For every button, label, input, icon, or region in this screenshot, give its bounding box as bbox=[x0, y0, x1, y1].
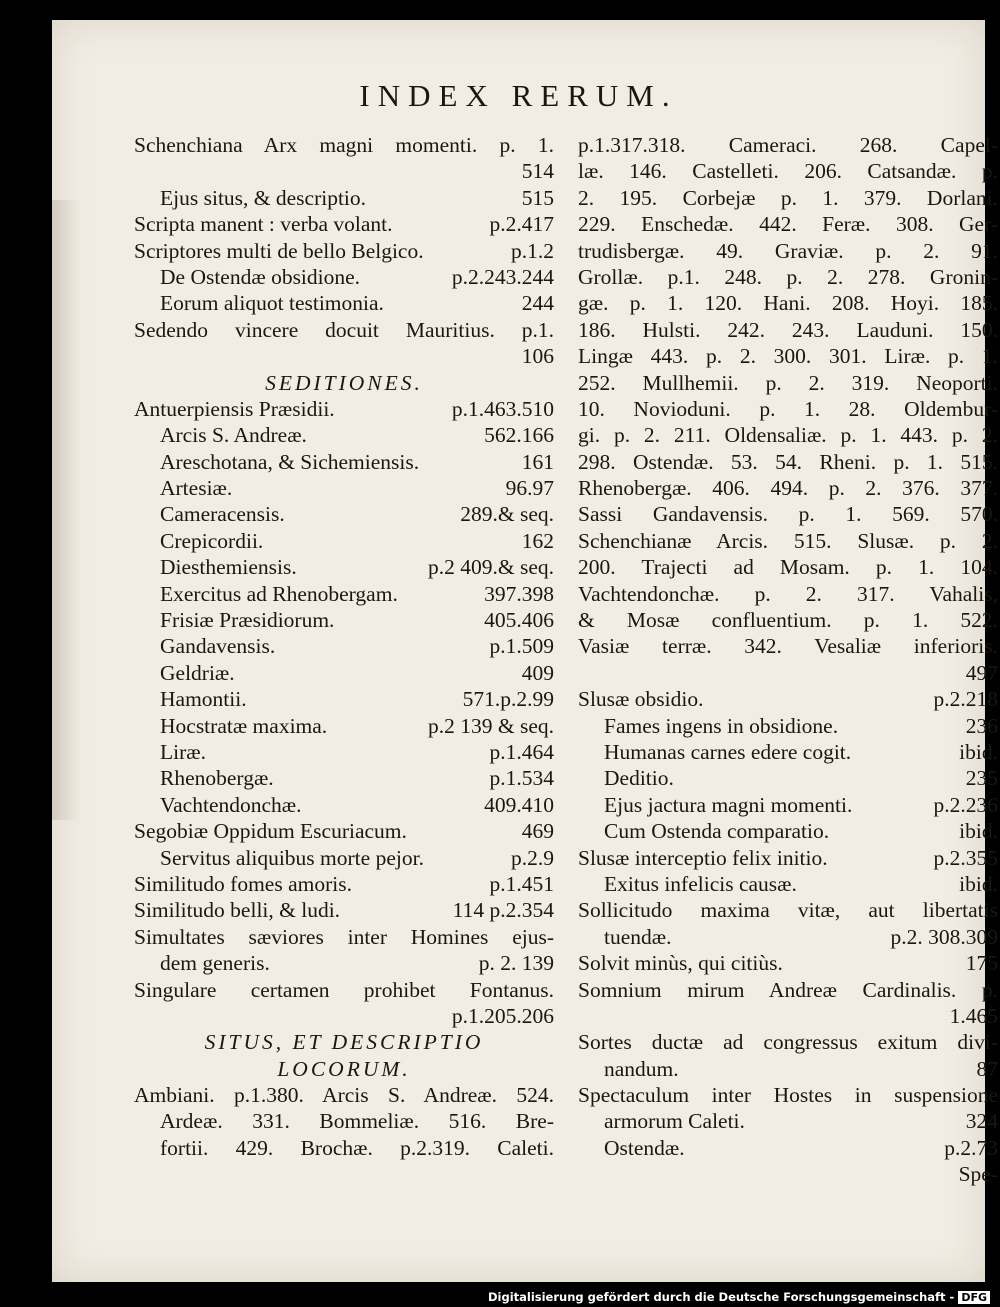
index-entry bbox=[134, 950, 554, 976]
entry-text: 106 bbox=[521, 344, 554, 369]
index-entry bbox=[134, 554, 554, 580]
entry-text: 2. 195. Corbejæ p. 1. 379. Dorlani. bbox=[578, 185, 998, 210]
entry-text: Exercitus ad Rhenobergam. bbox=[160, 581, 398, 606]
index-entry bbox=[578, 818, 998, 844]
page-reference: p.1.463.510 bbox=[451, 396, 554, 421]
page-reference: p.1.2 bbox=[511, 238, 554, 263]
entry-text: trudisbergæ. 49. Graviæ. p. 2. 91. bbox=[578, 238, 998, 263]
entry-text: Slusæ obsidio. bbox=[578, 687, 704, 712]
page-reference: 289.& seq. bbox=[460, 502, 554, 527]
page-reference: 405.406 bbox=[484, 608, 554, 633]
entry-text: gi. p. 2. 211. Oldensaliæ. p. 1. 443. p. 2. bbox=[578, 423, 998, 448]
entry-text: Sortes ductæ ad congressus exitum divi- bbox=[578, 1030, 998, 1055]
index-entry bbox=[578, 370, 998, 396]
page-reference: 236 bbox=[965, 713, 998, 738]
entry-text: Arcis S. Andreæ. bbox=[160, 423, 307, 448]
entry-text: Cameracensis. bbox=[160, 502, 285, 527]
index-entry bbox=[134, 1003, 554, 1029]
index-entry bbox=[134, 792, 554, 818]
page-reference: 87 bbox=[976, 1056, 998, 1081]
entry-text: Segobiæ Oppidum Escuriacum. bbox=[134, 819, 407, 844]
index-entry bbox=[578, 1029, 998, 1055]
page-reference: p. 2. 139 bbox=[478, 951, 554, 976]
page-reference: ibid. bbox=[959, 871, 998, 896]
index-entry bbox=[134, 713, 554, 739]
page-reference: 571.p.2.99 bbox=[462, 687, 554, 712]
entry-text: Spectaculum inter Hostes in suspensione bbox=[578, 1083, 998, 1108]
index-entry bbox=[578, 343, 998, 369]
entry-text: Humanas carnes edere cogit. bbox=[604, 739, 852, 764]
entry-text: SEDITIONES. bbox=[265, 370, 423, 395]
index-entry bbox=[134, 739, 554, 765]
entry-text: 200. Trajecti ad Mosam. p. 1. 104. bbox=[578, 555, 998, 580]
book-page bbox=[52, 20, 998, 1282]
index-entry bbox=[578, 713, 998, 739]
page-reference: 515 bbox=[521, 185, 554, 210]
page-reference: 397.398 bbox=[484, 581, 554, 606]
entry-text: 10. Novioduni. p. 1. 28. Oldembur- bbox=[578, 396, 998, 421]
index-entry bbox=[578, 924, 998, 950]
entry-text: Ambiani. p.1.380. Arcis S. Andreæ. 524. bbox=[134, 1083, 554, 1108]
entry-text: Vasiæ terræ. 342. Vesaliæ inferioris. bbox=[578, 634, 998, 659]
entry-text: Spe- bbox=[958, 1162, 998, 1187]
index-entry bbox=[578, 1003, 998, 1029]
index-entry bbox=[134, 581, 554, 607]
entry-text: Slusæ interceptio felix initio. bbox=[578, 845, 828, 870]
entry-text: Liræ. bbox=[160, 739, 206, 764]
entry-text: tuendæ. bbox=[604, 924, 672, 949]
index-entry bbox=[134, 370, 554, 396]
page-reference: p.1.451 bbox=[489, 871, 554, 896]
index-entry bbox=[578, 633, 998, 659]
page-reference: 235 bbox=[965, 766, 998, 791]
page-reference: p.1.509 bbox=[489, 634, 554, 659]
index-entry bbox=[578, 845, 998, 871]
entry-text: Fames ingens in obsidione. bbox=[604, 713, 839, 738]
index-entry bbox=[578, 686, 998, 712]
index-entry bbox=[134, 211, 554, 237]
index-entry bbox=[578, 501, 998, 527]
entry-text: Areschotana, & Sichemiensis. bbox=[160, 449, 420, 474]
page-reference: p.2 409.& seq. bbox=[427, 555, 554, 580]
entry-text: Artesiæ. bbox=[160, 476, 233, 501]
entry-text: 1.465 bbox=[949, 1003, 998, 1028]
entry-text: Ejus situs, & descriptio. bbox=[160, 185, 367, 210]
index-entry bbox=[134, 422, 554, 448]
entry-text: 514 bbox=[521, 159, 554, 184]
credit-text: Digitalisierung gefördert durch die Deutsche Forschungsgemeinschaft - bbox=[487, 1290, 955, 1304]
index-entry bbox=[578, 607, 998, 633]
index-entry bbox=[578, 396, 998, 422]
page-reference: p.2.243.244 bbox=[451, 264, 554, 289]
page-reference: 409.410 bbox=[484, 792, 554, 817]
index-entry bbox=[578, 871, 998, 897]
entry-text: læ. 146. Castelleti. 206. Catsandæ. p. bbox=[578, 159, 998, 184]
entry-text: 252. Mullhemii. p. 2. 319. Neoporti. bbox=[578, 370, 998, 395]
page-reference: 469 bbox=[521, 819, 554, 844]
page-reference: p.2.355 bbox=[933, 845, 998, 870]
index-entry bbox=[578, 950, 998, 976]
entry-text: LOCORUM. bbox=[277, 1056, 411, 1081]
index-entry bbox=[134, 686, 554, 712]
entry-text: Cum Ostenda comparatio. bbox=[604, 819, 830, 844]
index-entry bbox=[134, 317, 554, 343]
index-entry bbox=[578, 1056, 998, 1082]
entry-text: 229. Enschedæ. 442. Feræ. 308. Ger- bbox=[578, 212, 998, 237]
entry-text: Somnium mirum Andreæ Cardinalis. p. bbox=[578, 977, 998, 1002]
index-entry bbox=[134, 1029, 554, 1055]
entry-text: SITUS, ET DESCRIPTIO bbox=[204, 1030, 484, 1055]
entry-text: Schenchiana Arx magni momenti. p. 1. bbox=[134, 133, 554, 157]
entry-text: Geldriæ. bbox=[160, 660, 235, 685]
index-entry bbox=[578, 1135, 998, 1161]
page-title: INDEX RERUM. bbox=[359, 78, 678, 113]
index-entry bbox=[134, 633, 554, 659]
entry-text: Sollicitudo maxima vitæ, aut libertatis bbox=[578, 898, 998, 923]
index-entry bbox=[578, 1161, 998, 1187]
left-index-column bbox=[134, 132, 554, 1161]
entry-text: Grollæ. p.1. 248. p. 2. 278. Gronin- bbox=[578, 264, 998, 289]
index-entry bbox=[578, 554, 998, 580]
index-entry bbox=[134, 290, 554, 316]
index-entry bbox=[578, 792, 998, 818]
index-entry bbox=[134, 449, 554, 475]
entry-text: Ejus jactura magni momenti. bbox=[604, 792, 853, 817]
index-entry bbox=[134, 528, 554, 554]
entry-text: Rhenobergæ. 406. 494. p. 2. 376. 377. bbox=[578, 476, 998, 501]
index-entry bbox=[578, 158, 998, 184]
page-reference: 161 bbox=[521, 449, 554, 474]
entry-text: Ardeæ. 331. Bommeliæ. 516. Bre- bbox=[160, 1109, 554, 1134]
page-reference: ibid. bbox=[959, 739, 998, 764]
entry-text: Exitus infelicis causæ. bbox=[604, 871, 797, 896]
index-entry bbox=[578, 317, 998, 343]
index-entry bbox=[134, 501, 554, 527]
page-reference: 244 bbox=[521, 291, 554, 316]
index-entry bbox=[134, 845, 554, 871]
entry-text: Eorum aliquot testimonia. bbox=[160, 291, 384, 316]
index-entry bbox=[578, 1082, 998, 1108]
page-reference: 562.166 bbox=[484, 423, 554, 448]
entry-text: Frisiæ Præsidiorum. bbox=[160, 608, 335, 633]
index-entry bbox=[578, 238, 998, 264]
right-index-column bbox=[578, 132, 998, 1188]
page-reference: p.2 139 & seq. bbox=[427, 713, 554, 738]
index-entry bbox=[578, 264, 998, 290]
entry-text: Ostendæ. bbox=[604, 1135, 685, 1160]
index-entry bbox=[578, 290, 998, 316]
page-reference: p.2.236 bbox=[933, 792, 998, 817]
index-entry bbox=[134, 132, 554, 158]
entry-text: De Ostendæ obsidione. bbox=[160, 264, 361, 289]
entry-text: Vachtendonchæ. p. 2. 317. Vahalis, bbox=[578, 581, 998, 606]
index-entry bbox=[134, 660, 554, 686]
entry-text: Schenchianæ Arcis. 515. Slusæ. p. 2. bbox=[578, 528, 998, 553]
page-reference: 114 p.2.354 bbox=[452, 898, 554, 923]
entry-text: Diesthemiensis. bbox=[160, 555, 297, 580]
entry-text: Scriptores multi de bello Belgico. bbox=[134, 238, 424, 263]
entry-text: Crepicordii. bbox=[160, 528, 264, 553]
entry-text: Deditio. bbox=[604, 766, 674, 791]
index-entry bbox=[578, 581, 998, 607]
index-entry bbox=[134, 343, 554, 369]
index-entry bbox=[134, 871, 554, 897]
index-entry bbox=[134, 924, 554, 950]
page-reference: p.2. 308.309 bbox=[890, 924, 998, 949]
index-entry bbox=[578, 475, 998, 501]
index-entry bbox=[578, 739, 998, 765]
entry-text: Singulare certamen prohibet Fontanus. bbox=[134, 977, 554, 1002]
page-reference: 324 bbox=[965, 1109, 998, 1134]
entry-text: p.1.317.318. Cameraci. 268. Capel- bbox=[578, 133, 998, 157]
dfg-logo: DFG bbox=[958, 1291, 990, 1304]
index-entry bbox=[578, 132, 998, 158]
index-entry bbox=[578, 977, 998, 1003]
entry-text: Simultates sæviores inter Homines ejus- bbox=[134, 924, 554, 949]
index-entry bbox=[134, 897, 554, 923]
index-entry bbox=[578, 1108, 998, 1134]
digitization-credit bbox=[488, 1290, 990, 1304]
page-reference: 96.97 bbox=[505, 476, 554, 501]
entry-text: Similitudo belli, & ludi. bbox=[134, 898, 341, 923]
page-reference: 409 bbox=[521, 660, 554, 685]
entry-text: Vachtendonchæ. bbox=[160, 792, 302, 817]
index-entry bbox=[134, 607, 554, 633]
index-entry bbox=[134, 185, 554, 211]
entry-text: Gandavensis. bbox=[160, 634, 276, 659]
entry-text: Hamontii. bbox=[160, 687, 247, 712]
index-entry bbox=[134, 1135, 554, 1161]
entry-text: Solvit minùs, qui citiùs. bbox=[578, 951, 783, 976]
entry-text: Hocstratæ maxima. bbox=[160, 713, 328, 738]
entry-text: p.1.205.206 bbox=[451, 1003, 554, 1028]
index-entry bbox=[134, 1056, 554, 1082]
entry-text: Sassi Gandavensis. p. 1. 569. 570. bbox=[578, 502, 998, 527]
page-reference: ibid. bbox=[959, 819, 998, 844]
page-reference: p.2.417 bbox=[489, 212, 554, 237]
entry-text: Antuerpiensis Præsidii. bbox=[134, 396, 335, 421]
page-reference: p.1.464 bbox=[489, 739, 554, 764]
entry-text: Sedendo vincere docuit Mauritius. p.1. bbox=[134, 317, 554, 342]
index-entry bbox=[134, 396, 554, 422]
index-entry bbox=[578, 449, 998, 475]
page-reference: p.2.9 bbox=[511, 845, 554, 870]
page-reference: 175 bbox=[965, 951, 998, 976]
entry-text: 186. Hulsti. 242. 243. Lauduni. 150. bbox=[578, 317, 998, 342]
index-entry bbox=[578, 765, 998, 791]
page-reference: p.2.218 bbox=[933, 687, 998, 712]
index-entry bbox=[134, 818, 554, 844]
index-entry bbox=[578, 422, 998, 448]
entry-text: Similitudo fomes amoris. bbox=[134, 871, 352, 896]
entry-text: dem generis. bbox=[160, 951, 270, 976]
index-entry bbox=[578, 211, 998, 237]
entry-text: Lingæ 443. p. 2. 300. 301. Liræ. p. 1. bbox=[578, 344, 998, 369]
index-entry bbox=[134, 158, 554, 184]
entry-text: armorum Caleti. bbox=[604, 1109, 745, 1134]
entry-text: & Mosæ confluentium. p. 1. 522. bbox=[578, 608, 998, 633]
entry-text: Scripta manent : verba volant. bbox=[134, 212, 393, 237]
index-entry bbox=[578, 897, 998, 923]
index-entry bbox=[134, 765, 554, 791]
index-entry bbox=[578, 185, 998, 211]
index-entry bbox=[134, 264, 554, 290]
index-entry bbox=[578, 528, 998, 554]
index-entry bbox=[134, 1108, 554, 1134]
facing-page-bleed bbox=[52, 200, 80, 820]
entry-text: fortii. 429. Brochæ. p.2.319. Caleti. bbox=[160, 1135, 554, 1160]
index-entry bbox=[578, 660, 998, 686]
entry-text: 298. Ostendæ. 53. 54. Rheni. p. 1. 515. bbox=[578, 449, 998, 474]
entry-text: nandum. bbox=[604, 1056, 679, 1081]
index-entry bbox=[134, 238, 554, 264]
entry-text: Servitus aliquibus morte pejor. bbox=[160, 845, 424, 870]
page-reference: 162 bbox=[521, 528, 554, 553]
page-reference: p.2.73 bbox=[944, 1135, 998, 1160]
index-entry bbox=[134, 977, 554, 1003]
page-reference: p.1.534 bbox=[489, 766, 554, 791]
index-entry bbox=[134, 1082, 554, 1108]
entry-text: 497 bbox=[965, 660, 998, 685]
entry-text: Rhenobergæ. bbox=[160, 766, 274, 791]
index-entry bbox=[134, 475, 554, 501]
entry-text: gæ. p. 1. 120. Hani. 208. Hoyi. 185. bbox=[578, 291, 998, 316]
